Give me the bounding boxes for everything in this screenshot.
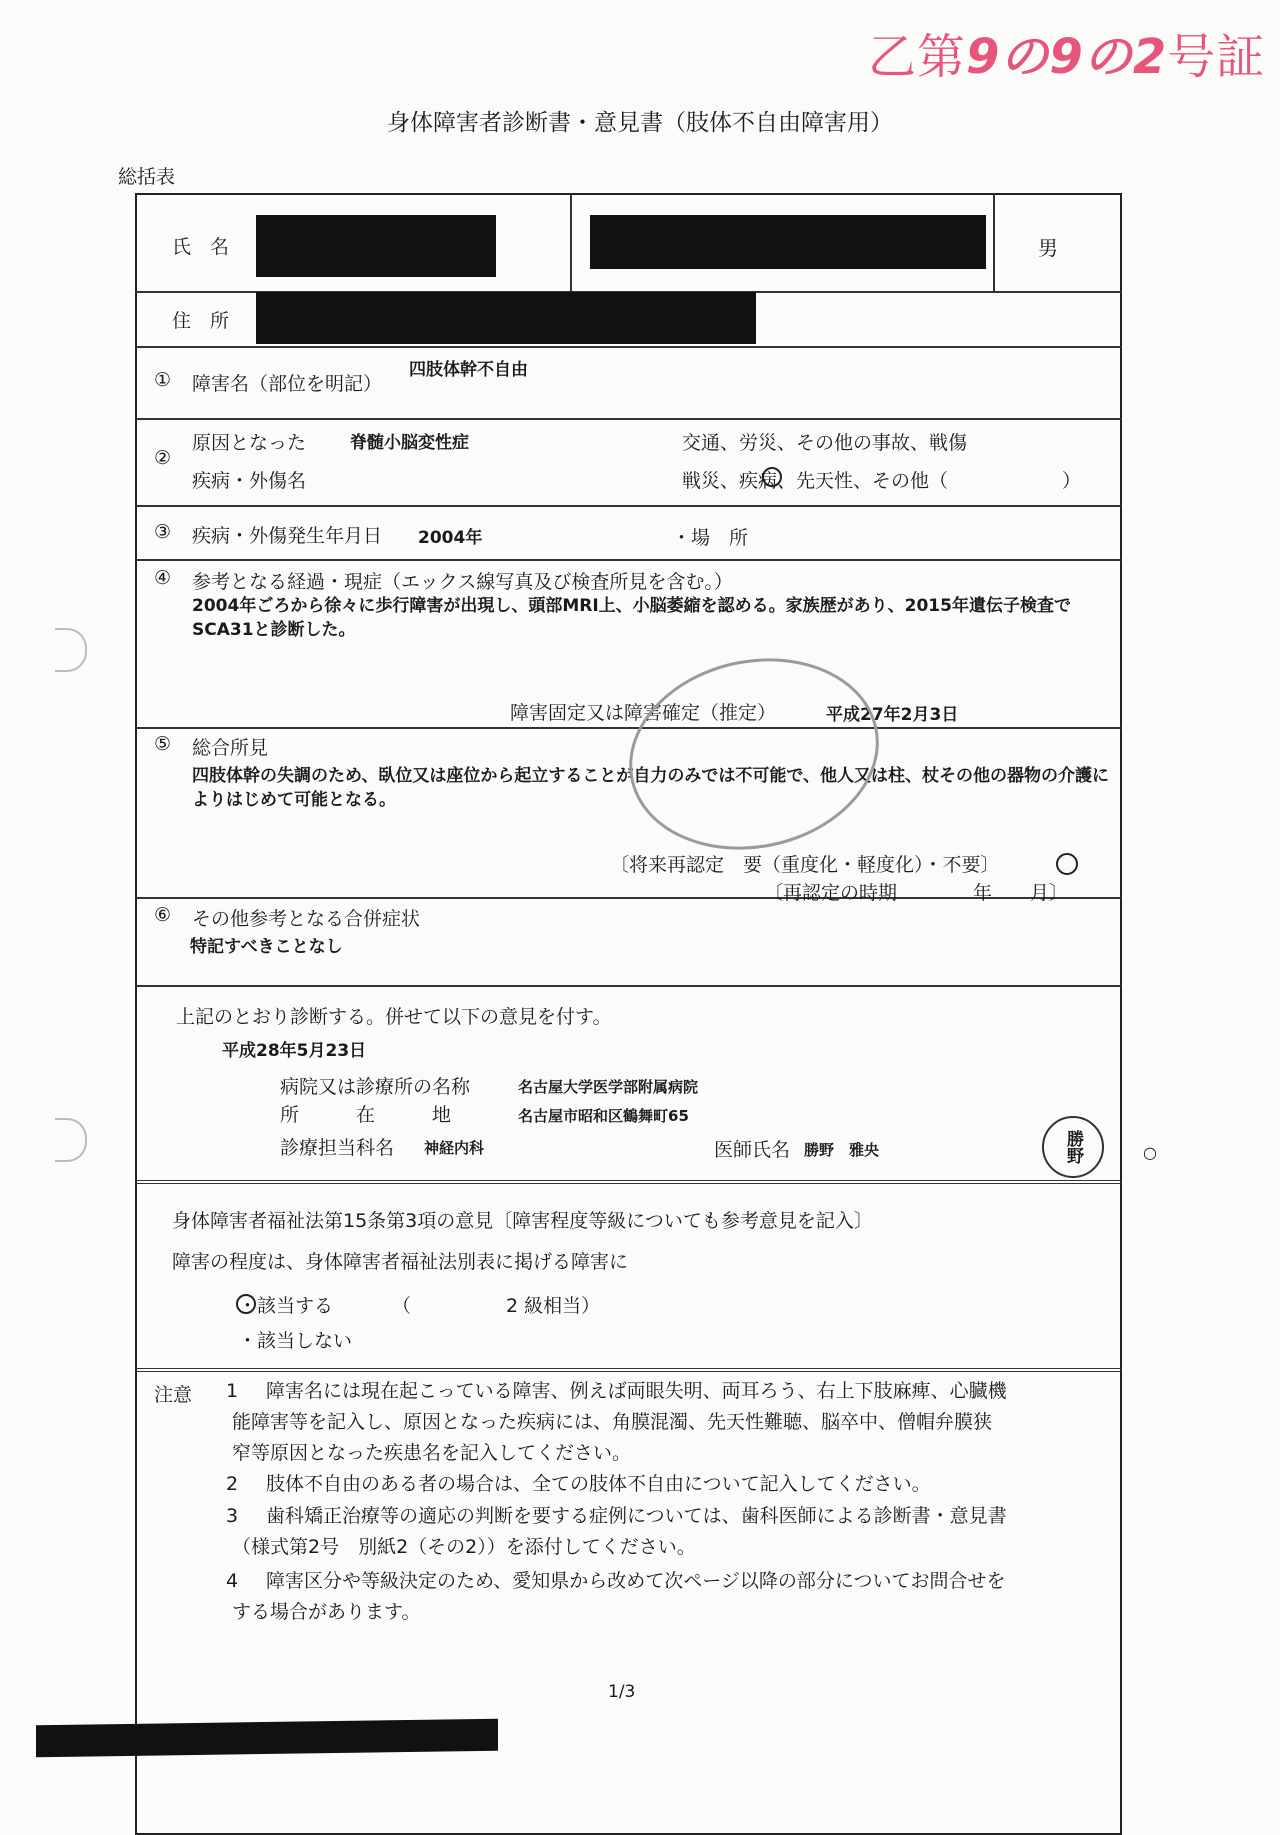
row-divider-double	[135, 1368, 1122, 1372]
margin-mark: ○	[1143, 1143, 1157, 1162]
note-1	[266, 1376, 1007, 1407]
hospital-value: 名古屋大学医学部附属病院	[518, 1078, 699, 1096]
note-line: 障害区分や等級決定のため、愛知県から改めて次ページ以降の部分についてお問合せを	[266, 1570, 1006, 1592]
doctor-seal: 勝野	[1042, 1116, 1104, 1178]
address-label: 住 所	[172, 310, 230, 332]
grade-value: （ 2 級相当）	[392, 1295, 601, 1317]
notes-label: 注意	[154, 1384, 193, 1406]
note-number: 2	[226, 1473, 239, 1495]
note-line: 窄等原因となった疾患名を記入してください。	[232, 1442, 632, 1464]
exhibit-stamp	[868, 18, 1265, 87]
redacted-name	[256, 215, 496, 277]
item4-number: ④	[154, 567, 172, 589]
option-not-applicable: ・該当しない	[238, 1330, 353, 1352]
diagnosis-date: 平成28年5月23日	[222, 1041, 367, 1061]
note-2	[266, 1469, 931, 1500]
dept-value: 神経内科	[424, 1139, 485, 1157]
stamp-prefix: 乙第	[868, 29, 967, 85]
location-label: 所 在 地	[280, 1104, 452, 1126]
dept-label: 診療担当科名	[280, 1137, 395, 1159]
sex-value: 男	[1038, 236, 1058, 260]
item4-label: 参考となる経過・現症（エックス線写真及び検査所見を含む。）	[192, 571, 733, 593]
redacted-address	[256, 292, 756, 344]
note-number: 1	[226, 1380, 239, 1402]
item2-label-line2: 疾病・外傷名	[192, 470, 307, 492]
opinion-line: 障害の程度は、身体障害者福祉法別表に掲げる障害に	[172, 1251, 629, 1273]
note-3-cont	[232, 1532, 696, 1563]
column-divider	[570, 193, 572, 291]
doctor-label: 医師氏名	[714, 1139, 791, 1161]
item4-text: 2004年ごろから徐々に歩行障害が出現し、頭部MRI上、小脳萎縮を認める。家族歴があり、2015年遺伝子検査でSCA31と診断した。	[192, 596, 1071, 640]
item6-label: その他参考となる合併症状	[192, 908, 421, 930]
note-line: 歯科矯正治療等の適応の判断を要する症例については、歯科医師による診断書・意見書	[266, 1505, 1007, 1527]
note-3	[266, 1501, 1007, 1532]
opinion-heading: 身体障害者福祉法第15条第3項の意見〔障害程度等級についても参考意見を記入〕	[172, 1210, 873, 1232]
stamp-number: 9の9の2	[966, 29, 1168, 85]
item5-recert: 〔将来再認定 要（重度化・軽度化）・不要〕	[610, 854, 1000, 876]
binder-hole-mark	[55, 628, 87, 672]
row-divider	[135, 346, 1122, 348]
item5-text: 四肢体幹の失調のため、臥位又は座位から起立することが自力のみでは不可能で、他人又は柱、杖その他の器物の介護によりはじめて可能となる。	[192, 766, 1109, 810]
selected-circle-mark	[236, 1294, 256, 1314]
item2-value: 脊髄小脳変性症	[350, 433, 469, 453]
diagnosis-statement: 上記のとおり診断する。併せて以下の意見を付す。	[176, 1006, 612, 1028]
row-divider	[135, 985, 1122, 987]
summary-label: 総括表	[118, 166, 176, 188]
note-number: 4	[226, 1570, 239, 1592]
redacted-birth	[590, 215, 986, 269]
item5-number: ⑤	[154, 733, 172, 755]
note-line: する場合があります。	[232, 1601, 421, 1623]
option-applicable: ・該当する	[238, 1295, 334, 1317]
note-line: （様式第2号 別紙2（その2））を添付してください。	[232, 1536, 696, 1558]
item3-value: 2004年	[418, 528, 483, 548]
row-divider	[135, 727, 1122, 729]
item3-number: ③	[154, 521, 172, 543]
item3-place-label: ・場 所	[672, 527, 749, 549]
item2-number: ②	[154, 447, 172, 469]
item6-number: ⑥	[154, 904, 172, 926]
document-title: 身体障害者診断書・意見書（肢体不自由障害用）	[387, 110, 893, 136]
row-divider	[135, 418, 1122, 420]
selected-circle-mark	[1056, 853, 1078, 875]
selected-circle-mark	[762, 467, 782, 487]
location-value: 名古屋市昭和区鶴舞町65	[518, 1107, 689, 1125]
item4-fixed-date: 平成27年2月3日	[826, 705, 959, 725]
note-line: 肢体不自由のある者の場合は、全ての肢体不自由について記入してください。	[266, 1473, 931, 1495]
item3-label: 疾病・外傷発生年月日	[192, 525, 383, 547]
note-1-cont	[232, 1407, 992, 1469]
item1-label: 障害名（部位を明記）	[192, 373, 383, 395]
binder-hole-mark	[55, 1118, 87, 1162]
item6-value: 特記すべきことなし	[190, 937, 343, 957]
item1-number: ①	[154, 369, 172, 391]
redacted-footer	[36, 1719, 498, 1757]
note-4-cont	[232, 1597, 420, 1628]
note-line: 障害名には現在起こっている障害、例えば両眼失明、両耳ろう、右上下肢麻痺、心臓機	[266, 1380, 1007, 1402]
column-divider	[993, 193, 995, 291]
item5-recert-time: 〔再認定の時期 年 月〕	[764, 882, 1069, 904]
row-divider-double	[135, 1180, 1122, 1184]
note-number: 3	[226, 1505, 239, 1527]
item2-options-line1: 交通、労災、その他の事故、戦傷	[682, 432, 968, 454]
name-label: 氏 名	[172, 236, 230, 258]
note-4	[266, 1566, 1005, 1597]
note-line: 能障害等を記入し、原因となった疾病には、角膜混濁、先天性難聴、脳卒中、僧帽弁膜狭	[232, 1411, 993, 1433]
hospital-label: 病院又は診療所の名称	[280, 1076, 471, 1098]
item1-value: 四肢体幹不自由	[409, 360, 528, 380]
row-divider	[135, 559, 1122, 561]
row-divider	[135, 505, 1122, 507]
item4-fixed-label: 障害固定又は障害確定（推定）	[510, 702, 777, 724]
doctor-value: 勝野 雅央	[804, 1141, 880, 1159]
item2-options-line2: 戦災、疾病、先天性、その他（ ）	[682, 470, 1082, 492]
page-number: 1/3	[608, 1682, 636, 1702]
item2-label-line1: 原因となった	[192, 432, 307, 454]
stamp-suffix: 号証	[1167, 29, 1266, 85]
item5-label: 総合所見	[192, 737, 269, 759]
